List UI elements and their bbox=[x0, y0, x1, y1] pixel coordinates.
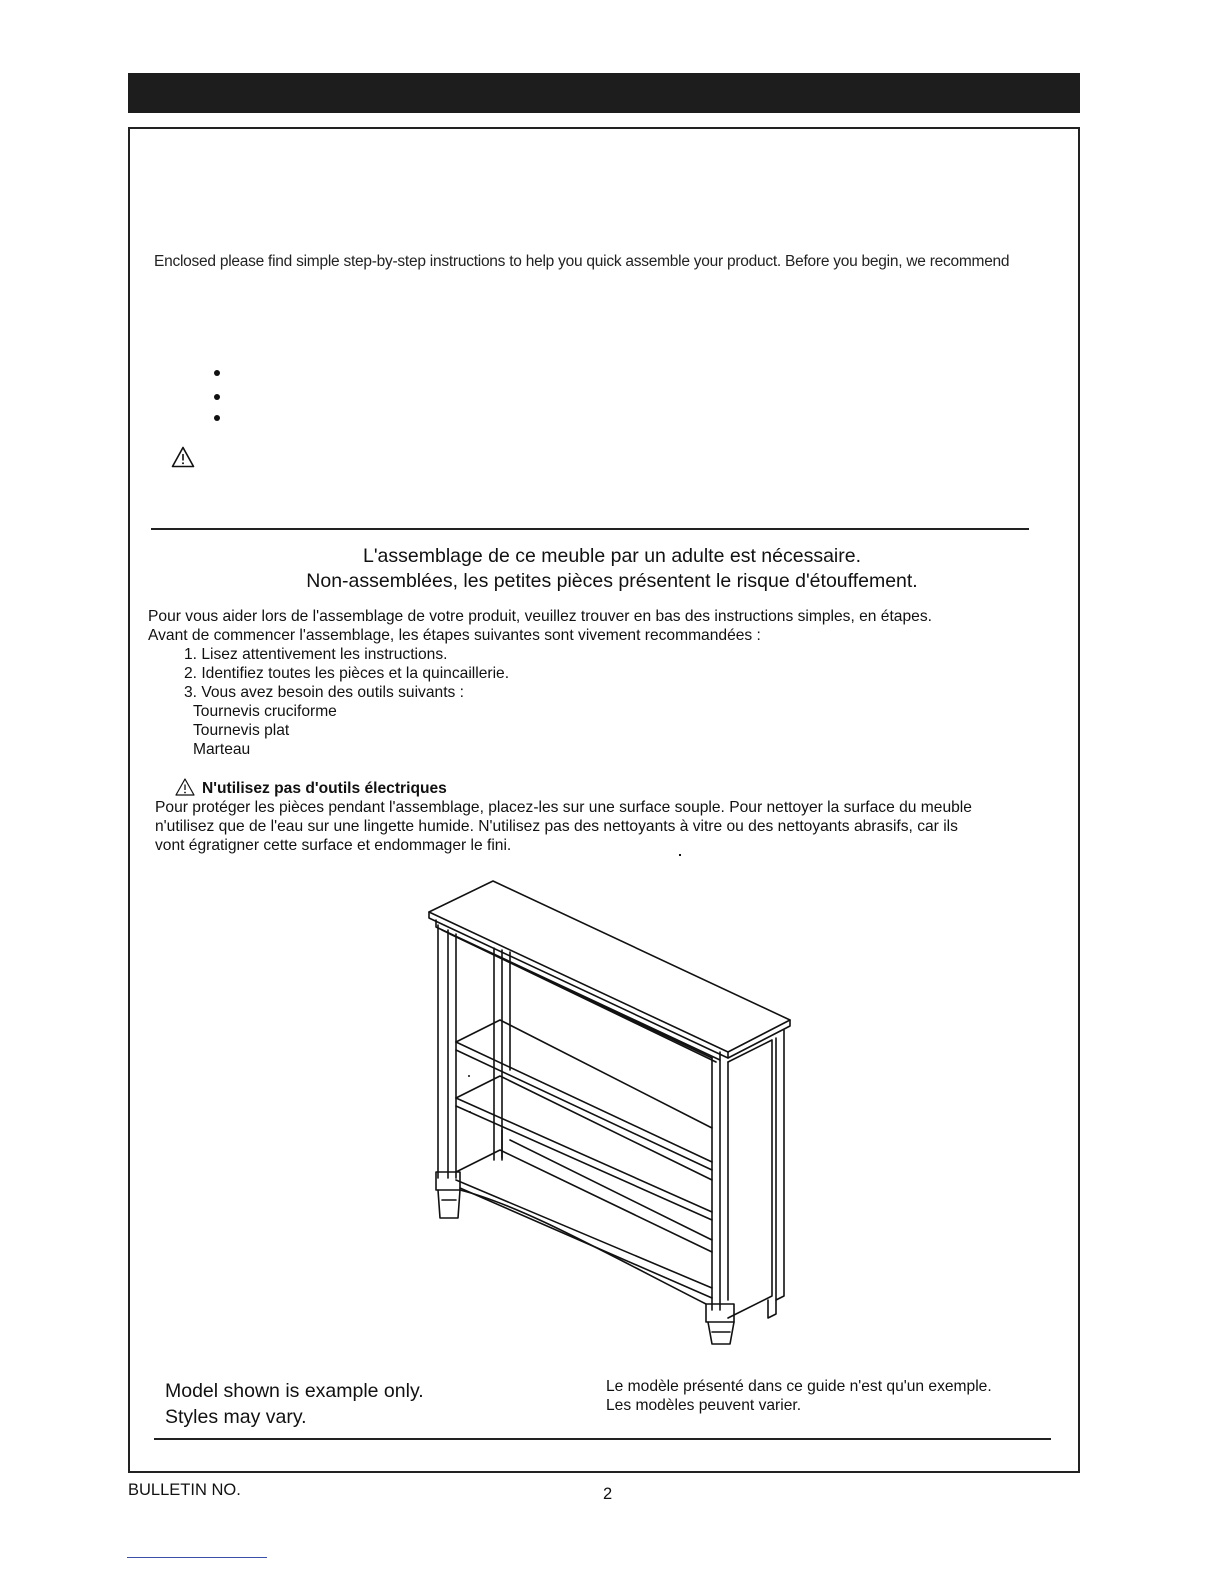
caption-english-line2: Styles may vary. bbox=[165, 1406, 307, 1428]
warning-line-3: vont égratigner cette surface et endommager le fini. bbox=[155, 837, 512, 854]
french-title-line2: Non-assemblées, les petites pièces présentent le risque d'étouffement. bbox=[306, 570, 918, 592]
caption-english-line1: Model shown is example only. bbox=[165, 1380, 424, 1402]
bookcase-illustration bbox=[420, 875, 800, 1350]
french-intro-line2: Avant de commencer l'assemblage, les étapes suivantes sont vivement recommandées : bbox=[148, 627, 761, 644]
caption-french-line2: Les modèles peuvent varier. bbox=[606, 1397, 802, 1414]
french-title-line1: L'assemblage de ce meuble par un adulte est nécessaire. bbox=[362, 545, 862, 567]
link-underline bbox=[127, 1557, 267, 1558]
page-number: 2 bbox=[603, 1485, 613, 1503]
warning-title: N'utilisez pas d'outils électriques bbox=[202, 780, 447, 797]
header-bar bbox=[128, 73, 1080, 113]
section-divider bbox=[151, 528, 1029, 530]
french-intro-line1: Pour vous aider lors de l'assemblage de votre produit, veuillez trouver en bas des instructions simples, en étapes. bbox=[148, 608, 932, 625]
warning-icon bbox=[171, 446, 195, 468]
tool-flat: Tournevis plat bbox=[193, 722, 290, 739]
caption-french-line1: Le modèle présenté dans ce guide n'est qu'un exemple. bbox=[606, 1378, 992, 1395]
warning-line-1: Pour protéger les pièces pendant l'assemblage, placez-les sur une surface souple. Pour nettoyer la surface du meuble bbox=[155, 799, 972, 816]
warning-icon-french bbox=[175, 778, 195, 796]
bottom-divider bbox=[154, 1438, 1051, 1440]
bullet-3 bbox=[214, 415, 220, 421]
bulletin-number: BULLETIN NO. bbox=[128, 1481, 241, 1499]
bullet-1 bbox=[214, 370, 220, 376]
bullet-2 bbox=[214, 394, 220, 400]
french-step-1: 1. Lisez attentivement les instructions. bbox=[184, 646, 448, 663]
tool-hammer: Marteau bbox=[193, 741, 251, 758]
warning-line-2: n'utilisez que de l'eau sur une lingette humide. N'utilisez pas des nettoyants à vitre ou des nettoyants abrasifs, car ils bbox=[155, 818, 958, 835]
tool-phillips: Tournevis cruciforme bbox=[193, 703, 337, 720]
intro-english: Enclosed please find simple step-by-step instructions to help you quick assemble your product. Before you begin, we recommend bbox=[154, 253, 1010, 270]
french-step-3: 3. Vous avez besoin des outils suivants : bbox=[184, 684, 464, 701]
stray-dot bbox=[679, 854, 681, 856]
french-step-2: 2. Identifiez toutes les pièces et la quincaillerie. bbox=[184, 665, 510, 682]
